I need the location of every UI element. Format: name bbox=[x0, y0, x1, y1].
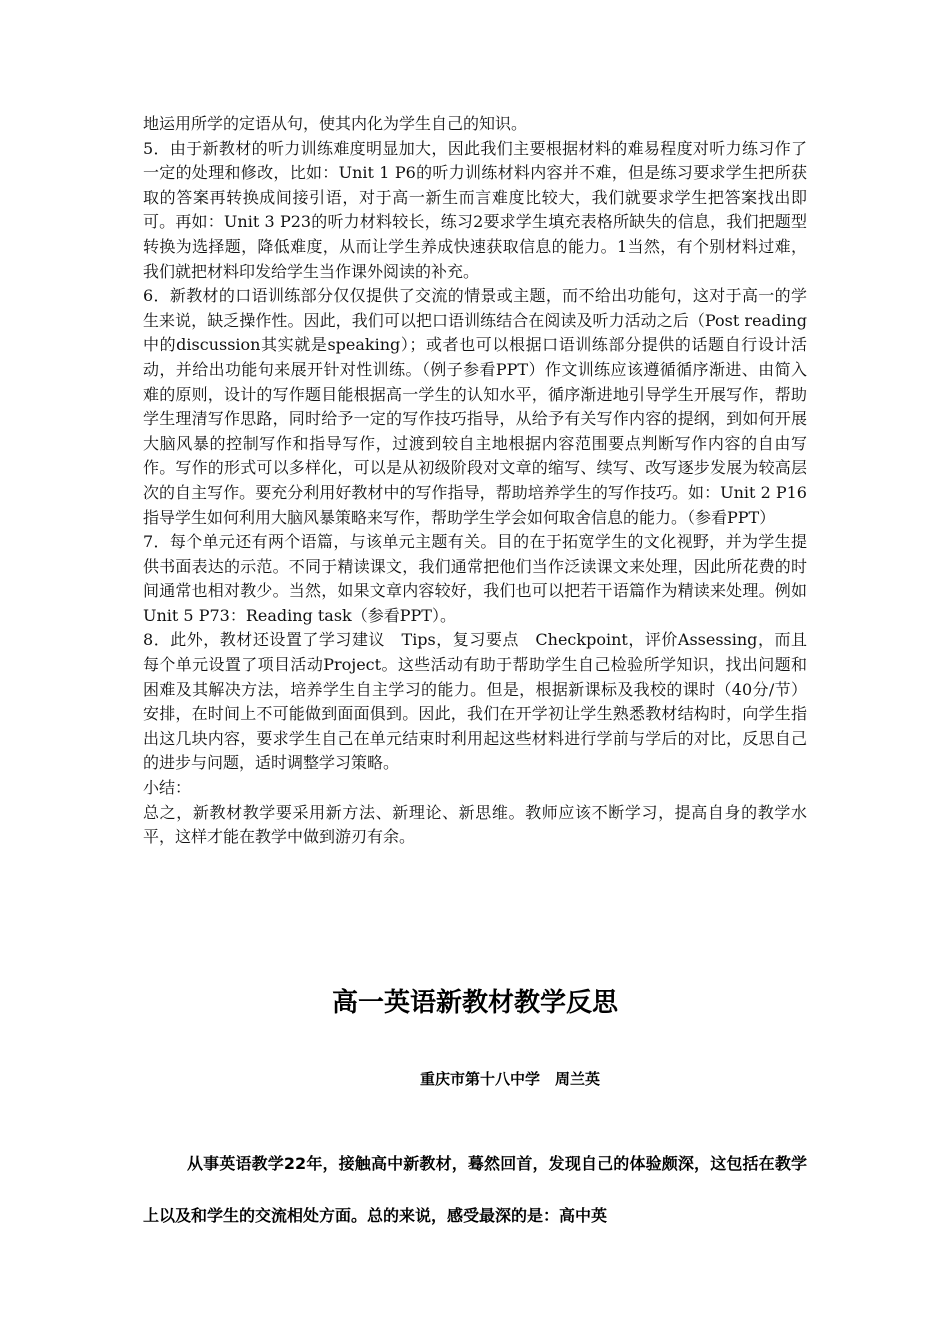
article-intro: 从事英语教学22年，接触高中新教材，蓦然回首，发现自己的体验颇深，这包括在教学上以及和学生的交流相处方面。总的来说，感受最深的是：高中英 bbox=[143, 1154, 807, 1225]
summary-heading: 小结： bbox=[143, 778, 192, 798]
paragraph-item-7: 7．每个单元还有两个语篇，与该单元主题有关。目的在于拓宽学生的文化视野，并为学生提供书面表达的示范。不同于精读课文，我们通常把他们当作泛读课文来处理，因此所花费的时间通常也相对教少。当然，如果文章内容较好，我们也可以把若干语篇作为精读来处理。例如Unit 5 P73：Reading task（参看PPT）。 bbox=[143, 532, 807, 625]
body-text bbox=[143, 112, 807, 850]
paragraph-item-6: 6．新教材的口语训练部分仅仅提供了交流的情景或主题，而不给出功能句，这对于高一的学生来说，缺乏操作性。因此，我们可以把口语训练结合在阅读及听力活动之后（Post reading中的discussion其实就是speaking）；或者也可以根据口语训练部分提供的话题自行设计活动，并给出功能句来展开针对性训练。（例子参看PPT）作文训练应该遵循循序渐进、由简入难的原则，设计的写作题目能根据高一学生的认知水平，循序渐进地引导学生开展写作，帮助学生理清写作思路，同时给予一定的写作技巧指导，从给予有关写作内容的提纲，到如何开展大脑风暴的控制写作和指导写作，过渡到较自主地根据内容范围要点判断写作内容的自由写作。写作的形式可以多样化，可以是从初级阶段对文章的缩写、续写、改写逐步发展为较高层次的自主写作。要充分利用好教材中的写作指导，帮助培养学生的写作技巧。如：Unit 2 P16指导学生如何利用大脑风暴策略来写作，帮助学生学会如何取舍信息的能力。（参看PPT） bbox=[143, 286, 807, 527]
summary-paragraph: 总之，新教材教学要采用新方法、新理论、新思维。教师应该不断学习，提高自身的教学水平，这样才能在教学中做到游刃有余。 bbox=[143, 802, 807, 847]
article-author: 重庆市第十八中学 周兰英 bbox=[419, 1070, 600, 1088]
paragraph-continuation: 地运用所学的定语从句，使其内化为学生自己的知识。 bbox=[143, 114, 528, 133]
article-title: 高一英语新教材教学反思 bbox=[331, 988, 618, 1018]
paragraph-item-8: 8．此外，教材还设置了学习建议 Tips，复习要点 Checkpoint，评价Assessing，而且每个单元设置了项目活动Project。这些活动有助于帮助学生自己检验所学知识，找出问题和困难及其解决方法，培养学生自主学习的能力。但是，根据新课标及我校的课时（40分/节）安排，在时间上不可能做到面面俱到。因此，我们在开学初让学生熟悉教材结构时，向学生指出这几块内容，要求学生自己在单元结束时利用起这些材料进行学前与学后的对比，反思自己的进步与问题，适时调整学习策略。 bbox=[143, 630, 807, 773]
paragraph-item-5: 5．由于新教材的听力训练难度明显加大，因此我们主要根据材料的难易程度对听力练习作了一定的处理和修改，比如：Unit 1 P6的听力训练材料内容并不难，但是练习要求学生把所获取的答案再转换成间接引语，对于高一新生而言难度比较大，我们就要求学生把答案找出即可。再如：Unit 3 P23的听力材料较长，练习2要求学生填充表格所缺失的信息，我们把题型转换为选择题，降低难度，从而让学生养成快速获取信息的能力。1当然，有个别材料过难，我们就把材料印发给学生当作课外阅读的补充。 bbox=[143, 138, 807, 281]
